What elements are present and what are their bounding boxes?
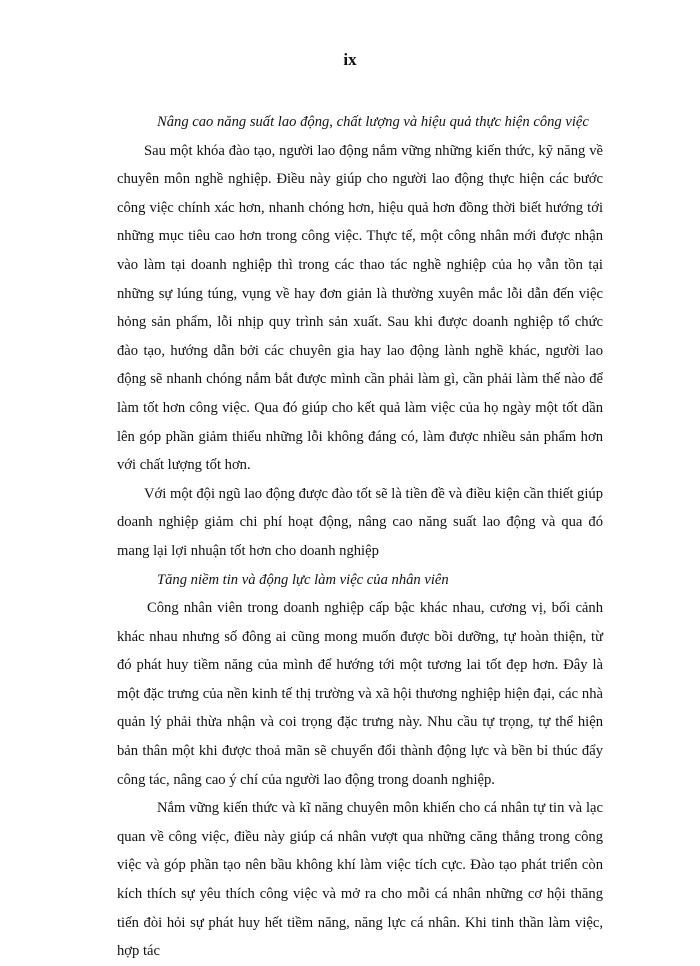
paragraph-employee-development: Công nhân viên trong doanh nghiệp cấp bậc khác nhau, cương vị, bối cảnh khác nhau nhưng số đông ai cũng mong muốn được bồi dưỡng, tự hoàn thiện, từ đó phát huy tiềm năng của mình để hướng tới một tương lai tốt đẹp hơn. Đây là một đặc trưng của nền kinh tế thị trường và xã hội thương nghiệp hiện đại, các nhà quản lý phải thừa nhận và coi trọng đặc trưng này. Nhu cầu tự trọng, tự thể hiện bản thân một khi được thoả mãn sẽ chuyển đổi thành động lực và bền bỉ thúc đẩy công tác, nâng cao ý chí của người lao động trong doanh nghiệp. [117, 600, 603, 788]
paragraph-confidence: Nắm vững kiến thức và kĩ năng chuyên môn khiến cho cá nhân tự tin và lạc quan về công việc, điều này giúp cá nhân vượt qua những căng thẳng trong công việc và góp phần tạo nên bầu không khí làm việc tích cực. Đào tạo phát triển còn kích thích sự yêu thích công việc và mở ra cho mỗi cá nhân những cơ hội thăng tiến đòi hỏi sự phát huy hết tiềm năng, năng lực cá nhân. Khi tinh thần làm việc, hợp tác [117, 800, 603, 960]
document-body [117, 108, 603, 966]
page-number: ix [343, 50, 357, 69]
paragraph-training-benefits: Sau một khóa đào tạo, người lao động nắm vững những kiến thức, kỹ năng về chuyên môn nghề nghiệp. Điều này giúp cho người lao động thực hiện các bước công việc chính xác hơn, nhanh chóng hơn, hiệu quả hơn đồng thời biết hướng tới những mục tiêu cao hơn trong công việc. Thực tế, một công nhân mới được nhận vào làm tại doanh nghiệp thì trong các thao tác nghề nghiệp của họ vẫn tồn tại những sự lúng túng, vụng về hay đơn giản là thường xuyên mắc lỗi dẫn đến việc hỏng sản phẩm, lỗi nhịp quy trình sản xuất. Sau khi được doanh nghiệp tổ chức đào tạo, hướng dẫn bởi các chuyên gia hay lao động lành nghề khác, người lao động sẽ nhanh chóng nắm bắt được mình cần phải làm gì, cần phải làm thế nào để làm tốt hơn công việc. Qua đó giúp cho kết quả làm việc của họ ngày một tốt dần lên góp phần giảm thiểu những lỗi không đáng có, làm được nhiều sản phẩm hơn với chất lượng tốt hơn. [117, 142, 603, 474]
section-heading-motivation: Tăng niềm tin và động lực làm việc của nhân viên [157, 571, 449, 588]
section-heading-productivity: Nâng cao năng suất lao động, chất lượng và hiệu quả thực hiện công việc [157, 114, 589, 130]
paragraph-workforce-cost: Với một đội ngũ lao động được đào tốt sẽ là tiền đề và điều kiện cần thiết giúp doanh nghiệp giảm chi phí hoạt động, nâng cao năng suất lao động và qua đó mang lại lợi nhuận tốt hơn cho doanh nghiệp [117, 485, 603, 559]
